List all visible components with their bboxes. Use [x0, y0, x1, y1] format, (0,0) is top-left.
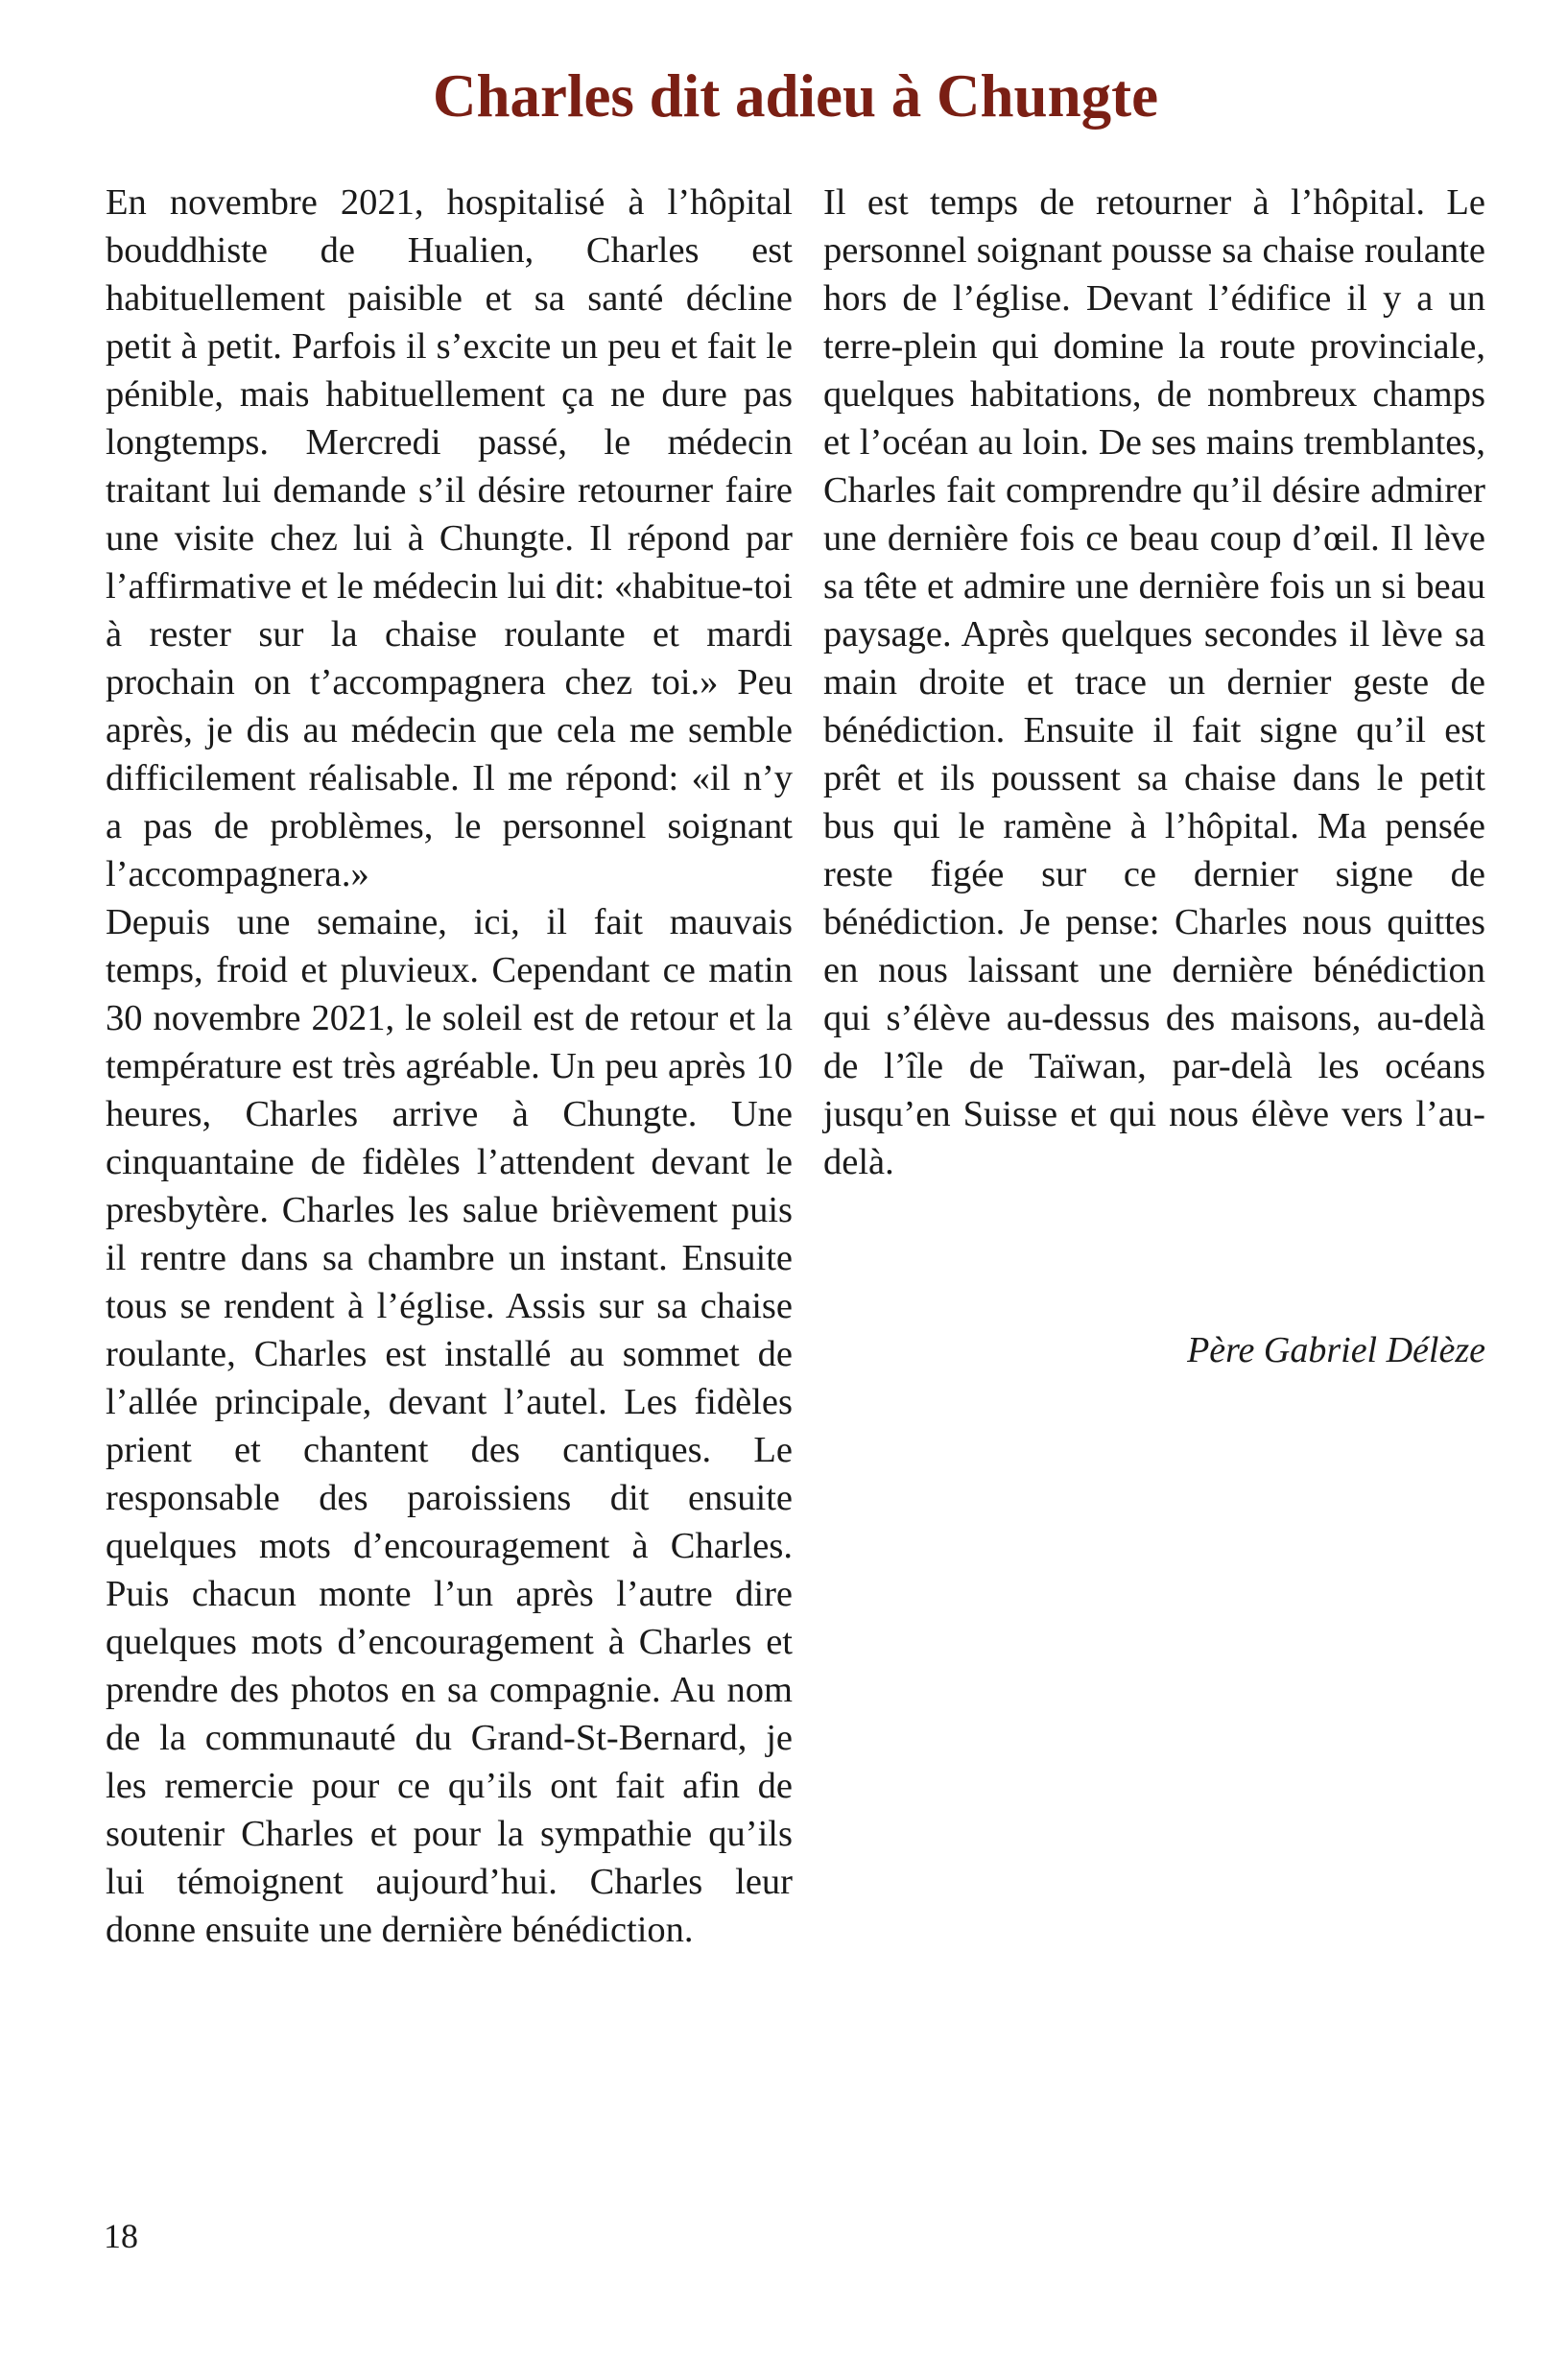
left-column	[106, 178, 793, 1954]
right-column	[823, 178, 1485, 1186]
paragraph-chungte-visit: Depuis une semaine, ici, il fait mauvais temps, froid et pluvieux. Cependant ce matin 30 novembre 2021, le soleil est de retour et la température est très agréable. Un peu après 10 heures, Charles arrive à Chungte. Une cinquantaine de fidèles l’attendent devant le presbytère. Charles les salue brièvement puis il rentre dans sa chambre un instant. Ensuite tous se rendent à l’église. Assis sur sa chaise roulante, Charles est installé au sommet de l’allée principale, devant l’autel. Les fidèles prient et chantent des cantiques. Le responsable des paroissiens dit ensuite quelques mots d’encouragement à Charles. Puis chacun monte l’un après l’autre dire quelques mots d’encouragement à Charles et prendre des photos en sa compagnie. Au nom de la communauté du Grand-St-Bernard, je les remercie pour ce qu’ils ont fait afin de soutenir Charles et pour la sympathie qu’ils lui témoignent aujourd’hui. Charles leur donne ensuite une dernière bénédiction.	[106, 902, 793, 1950]
paragraph-last-blessing: Il est temps de retourner à l’hôpital. Le personnel soignant pousse sa chaise roulante hors de l’église. Devant l’édifice il y a un terre-plein qui domine la route provinciale, quelques habitations, de nombreux champs et l’océan au loin. De ses mains tremblantes, Charles fait comprendre qu’il désire admirer une dernière fois ce beau coup d’œil. Il lève sa tête et admire une dernière fois un si beau paysage. Après quelques secondes il lève sa main droite et trace un dernier geste de bénédiction. Ensuite il fait signe qu’il est prêt et ils poussent sa chaise dans le petit bus qui le ramène à l’hôpital. Ma pensée reste figée sur ce dernier signe de bénédiction. Je pense: Charles nous quittes en nous laissant une dernière bénédiction qui s’élève au-dessus des maisons, au-delà de l’île de Taïwan, par-delà les océans jusqu’en Suisse et qui nous élève vers l’au-delà.	[823, 182, 1485, 1182]
author-signature: Père Gabriel Délèze	[1187, 1330, 1485, 1370]
article-title: Charles dit adieu à Chungte	[432, 62, 1159, 130]
paragraph-hospital-visit: En novembre 2021, hospitalisé à l’hôpital bouddhiste de Hualien, Charles est habituellement paisible et sa santé décline petit à petit. Parfois il s’excite un peu et fait le pénible, mais habituellement ça ne dure pas longtemps. Mercredi passé, le médecin traitant lui demande s’il désire retourner faire une visite chez lui à Chungte. Il répond par l’affirmative et le médecin lui dit: «habitue-toi à rester sur la chaise roulante et mardi prochain on t’accompagnera chez toi.» Peu après, je dis au médecin que cela me semble difficilement réalisable. Il me répond: «il n’y a pas de problèmes, le personnel soignant l’accompagnera.»	[106, 182, 793, 894]
page-number: 18	[104, 2217, 138, 2255]
